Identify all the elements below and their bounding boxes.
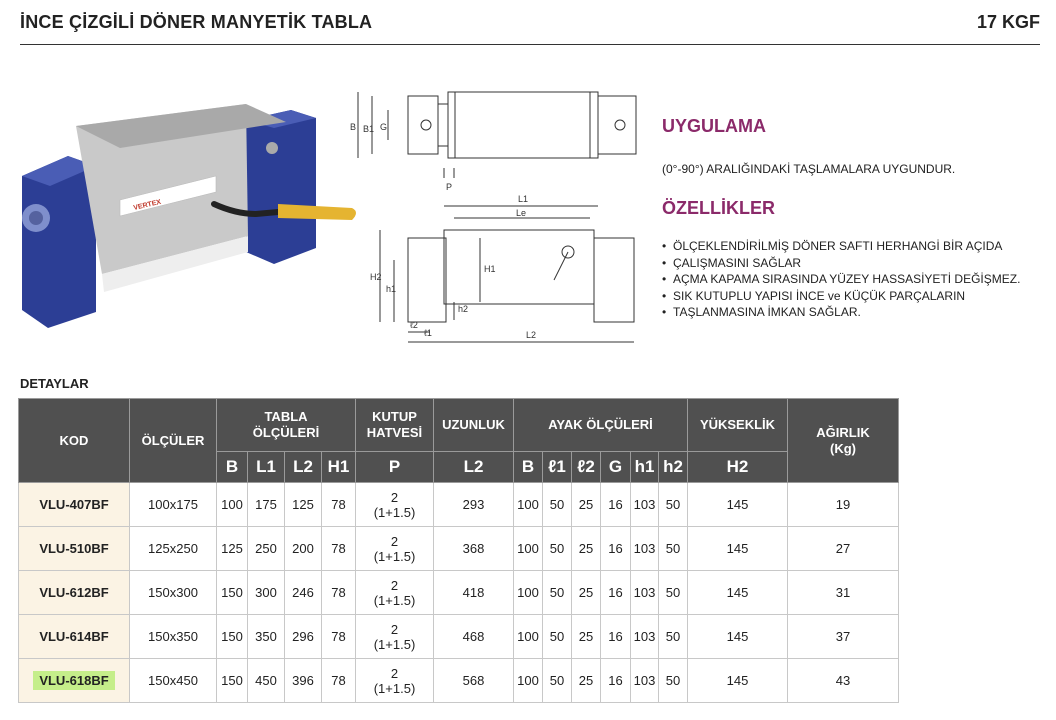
col-olculer: ÖLÇÜLER: [130, 399, 217, 483]
cell-olculer: 100x175: [130, 483, 217, 527]
cell-G: 16: [601, 571, 631, 615]
feature-item: • SIK KUTUPLU YAPISI İNCE ve KÜÇÜK PARÇALARIN: [662, 288, 1020, 305]
subcol-l1: ℓ1: [543, 452, 572, 483]
cell-foot-B: 100: [514, 527, 543, 571]
feature-item: • ÖLÇEKLENDİRİLMİŞ DÖNER SAFTI HERHANGİ BİR AÇIDA: [662, 238, 1020, 255]
application-text: (0°-90°) ARALIĞINDAKİ TAŞLAMALARA UYGUNDUR.: [662, 162, 956, 176]
subcol-h1: h1: [631, 452, 659, 483]
col-kod: KOD: [19, 399, 130, 483]
cell-uzunluk: 568: [434, 659, 514, 703]
table-row: [19, 483, 899, 527]
cell-L2: 125: [285, 483, 322, 527]
cell-H2: 145: [688, 571, 788, 615]
col-agirlik: AĞIRLIK (Kg): [788, 399, 899, 483]
cell-B: 125: [217, 527, 248, 571]
cell-L1: 175: [248, 483, 285, 527]
label-l1: ℓ1: [424, 328, 432, 338]
label-P: P: [446, 182, 453, 192]
cell-P: 2 (1+1.5): [356, 615, 434, 659]
application-heading: UYGULAMA: [662, 116, 766, 136]
page-title: İNCE ÇİZGİLİ DÖNER MANYETİK TABLA: [20, 12, 373, 32]
table-row: [19, 659, 899, 703]
cell-B: 150: [217, 615, 248, 659]
cell-agirlik: 19: [788, 483, 899, 527]
cell-G: 16: [601, 615, 631, 659]
cell-l1: 50: [543, 571, 572, 615]
cell-H1: 78: [322, 483, 356, 527]
cell-l2: 25: [572, 527, 601, 571]
cell-L1: 250: [248, 527, 285, 571]
subcol-l2: ℓ2: [572, 452, 601, 483]
cell-olculer: 150x450: [130, 659, 217, 703]
cell-H2: 145: [688, 615, 788, 659]
label-l2: ℓ2: [410, 320, 418, 330]
features-heading: ÖZELLİKLER: [662, 198, 775, 218]
label-G: G: [380, 122, 388, 132]
cell-h1: 103: [631, 615, 659, 659]
label-B1: B1: [363, 124, 375, 134]
cell-agirlik: 31: [788, 571, 899, 615]
cell-L1: 350: [248, 615, 285, 659]
cell-h1: 103: [631, 527, 659, 571]
cell-l2: 25: [572, 659, 601, 703]
subcol-h2: h2: [659, 452, 688, 483]
label-Le: Le: [516, 208, 527, 218]
feature-item: • AÇMA KAPAMA SIRASINDA YÜZEY HASSASİYETİ DEĞİŞMEZ.: [662, 271, 1020, 288]
cell-L2: 200: [285, 527, 322, 571]
label-B: B: [350, 122, 357, 132]
subcol-L2: L2: [285, 452, 322, 483]
cell-L1: 450: [248, 659, 285, 703]
cell-H1: 78: [322, 615, 356, 659]
cell-h2: 50: [659, 571, 688, 615]
subcol-H1: H1: [322, 452, 356, 483]
cell-kod: VLU-510BF: [19, 527, 130, 571]
cell-H2: 145: [688, 483, 788, 527]
cell-olculer: 125x250: [130, 527, 217, 571]
table-row: [19, 527, 899, 571]
cell-L1: 300: [248, 571, 285, 615]
cell-h2: 50: [659, 527, 688, 571]
subcol-G: G: [601, 452, 631, 483]
cell-foot-B: 100: [514, 615, 543, 659]
subcol-L1: L1: [248, 452, 285, 483]
cell-l1: 50: [543, 615, 572, 659]
cell-l2: 25: [572, 483, 601, 527]
cell-B: 150: [217, 659, 248, 703]
cell-h1: 103: [631, 659, 659, 703]
cell-h1: 103: [631, 571, 659, 615]
cell-H1: 78: [322, 527, 356, 571]
highlighted-code: VLU-618BF: [33, 671, 114, 690]
cell-H2: 145: [688, 659, 788, 703]
subcol-H2: H2: [688, 452, 788, 483]
cell-kod: VLU-614BF: [19, 615, 130, 659]
cell-h2: 50: [659, 615, 688, 659]
cell-l1: 50: [543, 659, 572, 703]
cell-kod: VLU-612BF: [19, 571, 130, 615]
cell-foot-B: 100: [514, 483, 543, 527]
cell-agirlik: 27: [788, 527, 899, 571]
col-uzunluk: UZUNLUK: [434, 399, 514, 452]
feature-item: • ÇALIŞMASINI SAĞLAR: [662, 255, 1020, 272]
cell-agirlik: 43: [788, 659, 899, 703]
cell-G: 16: [601, 527, 631, 571]
cell-l1: 50: [543, 483, 572, 527]
cell-H1: 78: [322, 571, 356, 615]
cell-h1: 103: [631, 483, 659, 527]
cell-L2: 396: [285, 659, 322, 703]
details-table: [18, 398, 899, 703]
subcol-foot-B: B: [514, 452, 543, 483]
label-H2: H2: [370, 272, 382, 282]
label-L1: L1: [518, 194, 529, 204]
subcol-uzunluk-L2: L2: [434, 452, 514, 483]
cell-L2: 246: [285, 571, 322, 615]
cell-G: 16: [601, 659, 631, 703]
weight-badge: 17 KGF: [976, 12, 1040, 32]
cell-kod: VLU-407BF: [19, 483, 130, 527]
cell-P: 2 (1+1.5): [356, 659, 434, 703]
product-image: [16, 96, 366, 336]
label-h1: h1: [386, 284, 397, 294]
col-yukseklik: YÜKSEKLİK: [688, 399, 788, 452]
cell-l1: 50: [543, 527, 572, 571]
table-row: [19, 615, 899, 659]
col-tabla: TABLA ÖLÇÜLERİ: [217, 399, 356, 452]
cell-olculer: 150x300: [130, 571, 217, 615]
label-L2: L2: [526, 330, 537, 340]
subcol-B: B: [217, 452, 248, 483]
cell-H1: 78: [322, 659, 356, 703]
cell-kod: [19, 659, 130, 703]
cell-l2: 25: [572, 571, 601, 615]
label-H1: H1: [484, 264, 496, 274]
cell-olculer: 150x350: [130, 615, 217, 659]
cell-L2: 296: [285, 615, 322, 659]
col-ayak: AYAK ÖLÇÜLERİ: [514, 399, 688, 452]
cell-l2: 25: [572, 615, 601, 659]
cell-uzunluk: 418: [434, 571, 514, 615]
cell-H2: 145: [688, 527, 788, 571]
feature-item: • TAŞLANMASINA İMKAN SAĞLAR.: [662, 304, 1020, 321]
header-divider: [20, 44, 1040, 45]
brand-logo: VERTEX: [132, 198, 162, 212]
subcol-P: P: [356, 452, 434, 483]
cell-P: 2 (1+1.5): [356, 527, 434, 571]
cell-h2: 50: [659, 483, 688, 527]
cell-agirlik: 37: [788, 615, 899, 659]
cell-G: 16: [601, 483, 631, 527]
cell-B: 100: [217, 483, 248, 527]
details-heading: DETAYLAR: [20, 376, 89, 391]
col-kutup: KUTUP HATVESİ: [356, 399, 434, 452]
cell-foot-B: 100: [514, 571, 543, 615]
table-row: [19, 571, 899, 615]
cell-uzunluk: 368: [434, 527, 514, 571]
features-list: [662, 238, 1020, 321]
cell-foot-B: 100: [514, 659, 543, 703]
technical-drawing: [350, 80, 650, 360]
cell-uzunluk: 293: [434, 483, 514, 527]
cell-B: 150: [217, 571, 248, 615]
cell-P: 2 (1+1.5): [356, 571, 434, 615]
cell-P: 2 (1+1.5): [356, 483, 434, 527]
cell-uzunluk: 468: [434, 615, 514, 659]
cell-h2: 50: [659, 659, 688, 703]
label-h2: h2: [458, 304, 469, 314]
